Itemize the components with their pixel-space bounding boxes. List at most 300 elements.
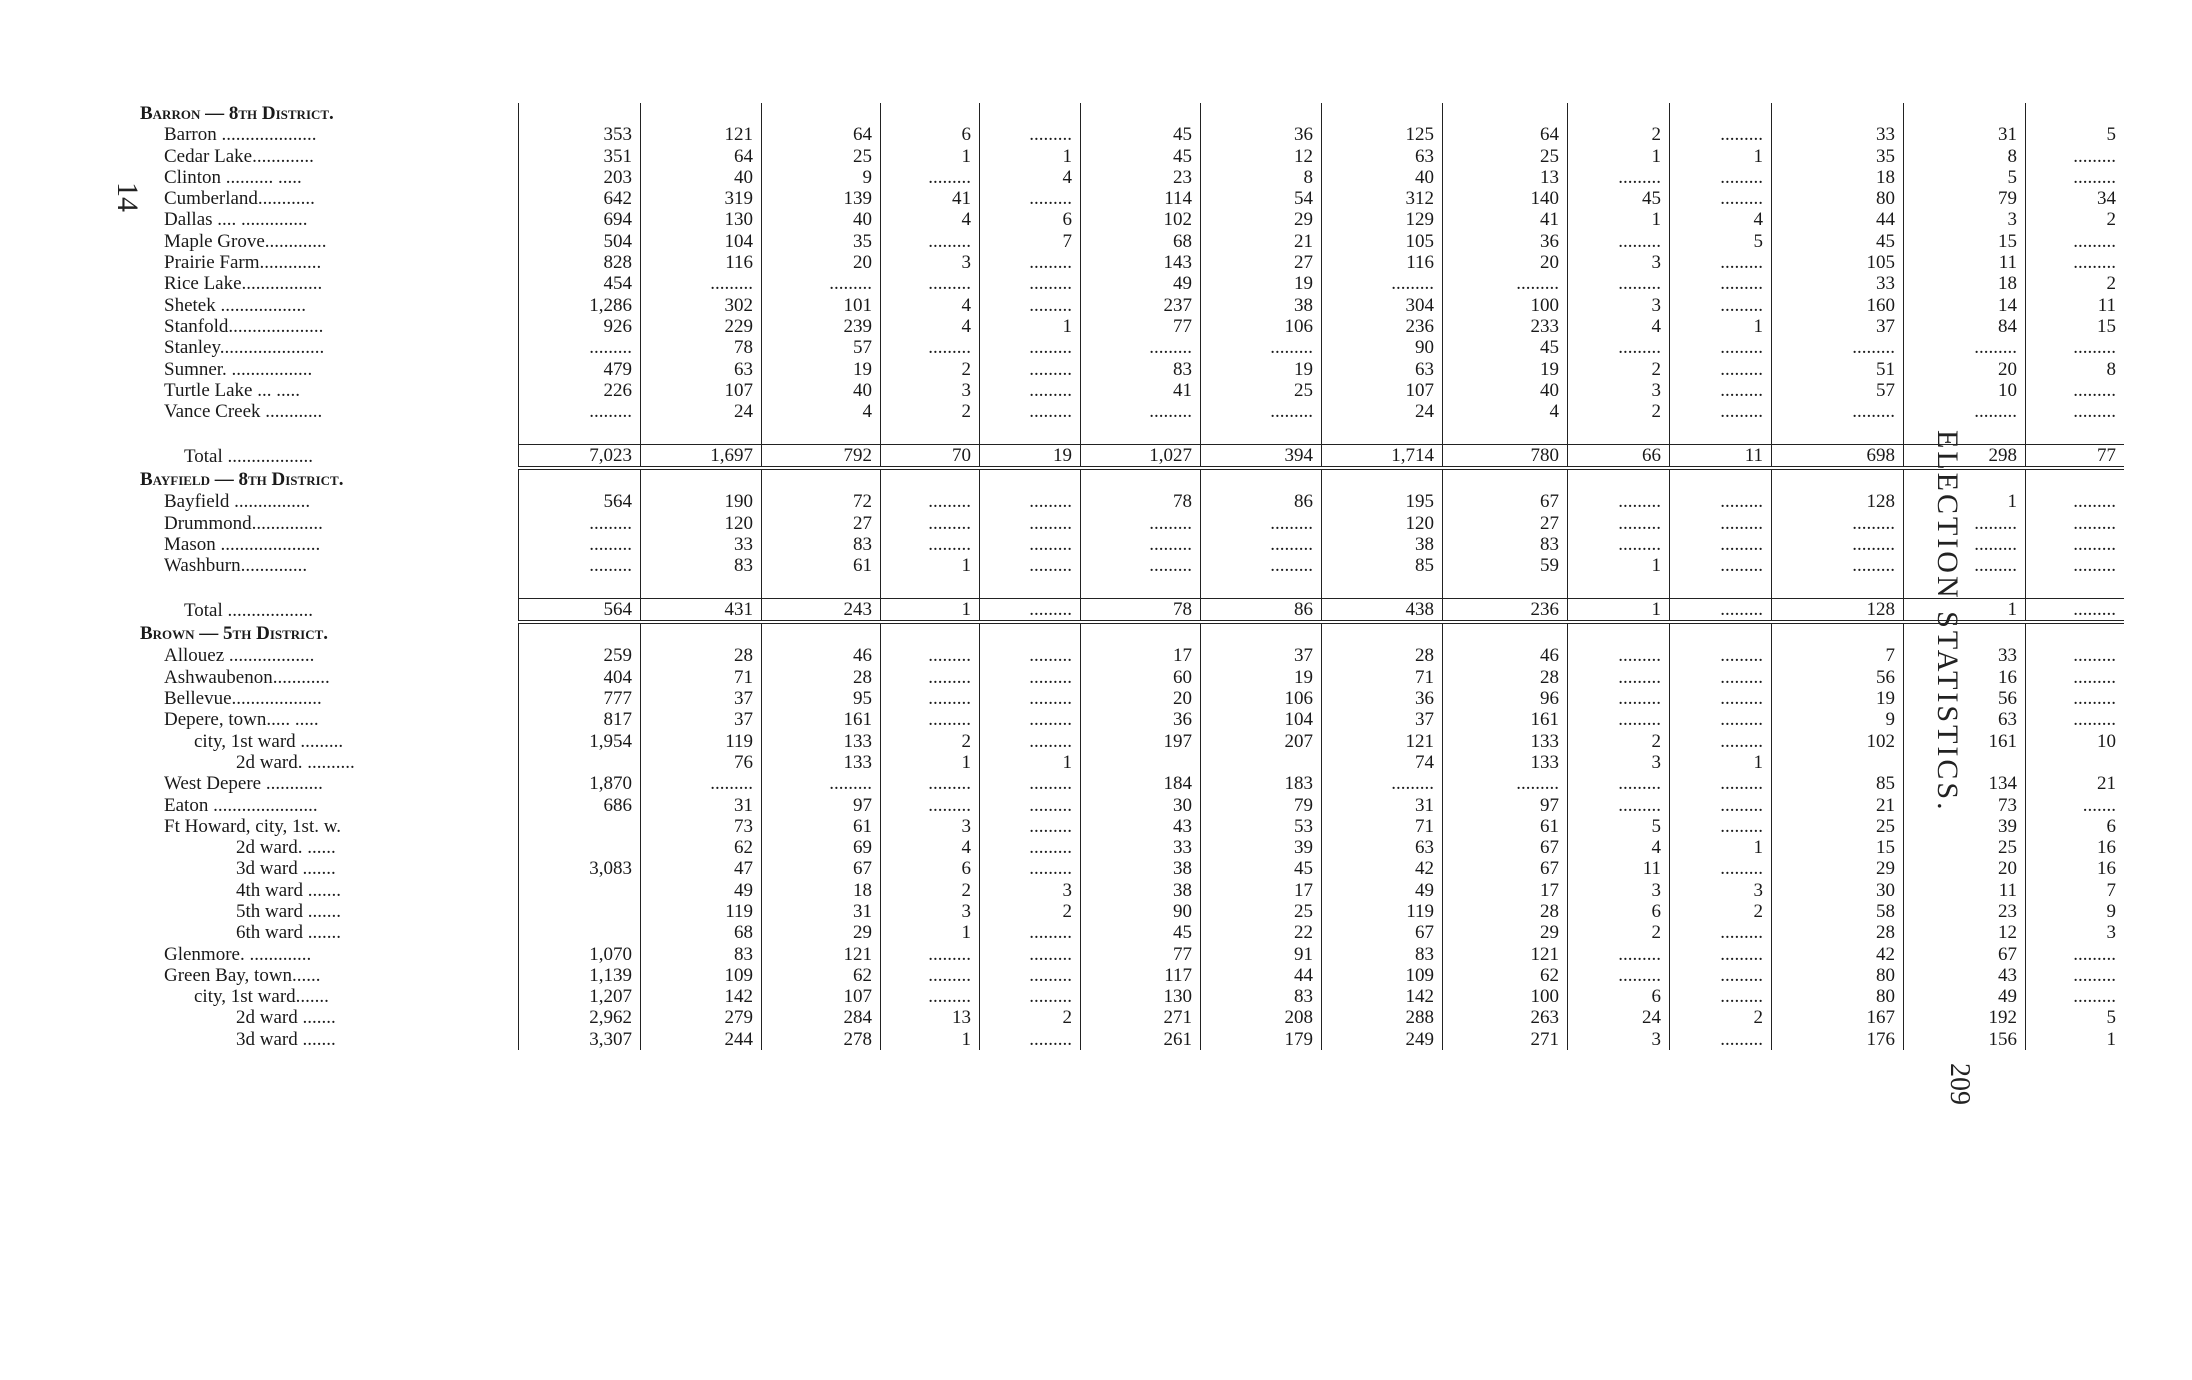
cell-col-1 [519,816,641,837]
cell-col-12: 33 [1772,273,1904,294]
cell-col-6: 271 [1081,1007,1201,1028]
cell-col-4: ......... [881,231,980,252]
cell-col-3: ......... [762,773,881,794]
cell-col-13: 11 [1904,880,2026,901]
cell-col-12: ......... [1772,337,1904,358]
cell-col-6: 45 [1081,146,1201,167]
cell-col-13: 5 [1904,167,2026,188]
cell-col-8: 121 [1322,731,1443,752]
cell-col-5: ......... [980,688,1081,709]
cell-col-11 [1670,103,1772,124]
cell-col-6: 68 [1081,231,1201,252]
cell-col-6: 197 [1081,731,1201,752]
row-label: Stanley...................... [140,337,519,358]
cell-col-5: ......... [980,295,1081,316]
cell-col-8: 42 [1322,858,1443,879]
row-label: 2d ward ....... [140,1007,519,1028]
cell-col-10: 1 [1568,146,1670,167]
cell-col-7: 21 [1201,231,1322,252]
cell-col-3: 139 [762,188,881,209]
cell-col-7 [1201,468,1322,491]
cell-col-2: 31 [641,795,762,816]
cell-col-8: 67 [1322,922,1443,943]
cell-col-10: 66 [1568,444,1670,468]
cell-col-13: 298 [1904,444,2026,468]
cell-col-5: ......... [980,491,1081,512]
cell-col-1: 203 [519,167,641,188]
table-row [140,167,2124,188]
cell-col-13: 39 [1904,816,2026,837]
cell-col-2: 62 [641,837,762,858]
cell-col-13 [1904,468,2026,491]
cell-col-13: 14 [1904,295,2026,316]
cell-col-2: 121 [641,124,762,145]
cell-col-12: 7 [1772,645,1904,666]
cell-col-6: ......... [1081,555,1201,576]
cell-col-10: ......... [1568,167,1670,188]
cell-col-11: 11 [1670,444,1772,468]
cell-col-8: 288 [1322,1007,1443,1028]
cell-col-10: ......... [1568,645,1670,666]
table-row [140,380,2124,401]
cell-col-6 [1081,103,1201,124]
cell-col-3: 29 [762,922,881,943]
cell-col-12: 28 [1772,922,1904,943]
cell-col-14 [2026,422,2125,444]
cell-col-6 [1081,577,1201,599]
cell-col-12: 25 [1772,816,1904,837]
cell-col-7: 36 [1201,124,1322,145]
cell-col-7: ......... [1201,401,1322,422]
table-row [140,1029,2124,1050]
cell-col-3 [762,468,881,491]
cell-col-4: 6 [881,858,980,879]
election-returns-body [140,103,2124,1050]
cell-col-5: 2 [980,901,1081,922]
cell-col-8: 24 [1322,401,1443,422]
cell-col-14: 16 [2097,858,2116,880]
cell-col-4: 1 [881,146,980,167]
total-row [140,444,2124,468]
cell-col-2: 107 [641,380,762,401]
cell-col-9: 62 [1443,965,1568,986]
cell-col-13: 33 [1904,645,2026,666]
cell-col-1: 226 [519,380,641,401]
cell-col-11: ......... [1670,858,1772,879]
cell-col-10: 2 [1568,359,1670,380]
cell-col-4 [881,103,980,124]
cell-col-6: 33 [1081,837,1201,858]
cell-col-6: 117 [1081,965,1201,986]
cell-col-9: 29 [1443,922,1568,943]
cell-col-1: 828 [519,252,641,273]
cell-col-14: 8 [2106,358,2116,380]
cell-col-6: 60 [1081,667,1201,688]
cell-col-10: 3 [1568,295,1670,316]
cell-col-11: ......... [1670,709,1772,730]
cell-col-2: 71 [641,667,762,688]
cell-col-10: 3 [1568,880,1670,901]
cell-col-6: 77 [1081,944,1201,965]
cell-col-9: 236 [1443,598,1568,622]
cell-col-6: 184 [1081,773,1201,794]
cell-col-10: ......... [1568,273,1670,294]
cell-col-5: ......... [980,858,1081,879]
row-label: 3d ward ....... [140,858,519,879]
cell-col-2: 47 [641,858,762,879]
cell-col-13: 25 [1904,837,2026,858]
cell-col-2: 116 [641,252,762,273]
cell-col-12: 160 [1772,295,1904,316]
row-label: Rice Lake................. [140,273,519,294]
cell-col-1: 2,962 [519,1007,641,1028]
cell-col-3: 4 [762,401,881,422]
cell-col-8: 304 [1322,295,1443,316]
cell-col-9: 27 [1443,513,1568,534]
cell-col-12: ......... [1772,401,1904,422]
cell-col-1: 777 [519,688,641,709]
table-row [140,667,2124,688]
county-heading-row [140,468,2124,491]
cell-col-9: 133 [1443,752,1568,773]
table-row [140,534,2124,555]
cell-col-1: 454 [519,273,641,294]
cell-col-11: ......... [1670,965,1772,986]
table-row [140,491,2124,512]
cell-col-11: ......... [1670,124,1772,145]
cell-col-7: 54 [1201,188,1322,209]
row-label: Cedar Lake............. [140,146,519,167]
cell-col-14: 7 [2106,879,2116,901]
cell-col-10: 2 [1568,124,1670,145]
cell-col-14 [2026,103,2125,124]
cell-col-13: 18 [1904,273,2026,294]
cell-col-12: 80 [1772,986,1904,1007]
cell-col-11: ......... [1670,667,1772,688]
cell-col-3: 18 [762,880,881,901]
county-heading-row [140,103,2124,124]
cell-col-3: 284 [762,1007,881,1028]
cell-col-12: 56 [1772,667,1904,688]
row-label: 2d ward. .......... [140,752,519,773]
cell-col-1 [519,577,641,599]
cell-col-7: 44 [1201,965,1322,986]
cell-col-14: 1 [2106,1028,2116,1050]
cell-col-3: 46 [762,645,881,666]
cell-col-8: 63 [1322,837,1443,858]
cell-col-13: 63 [1904,709,2026,730]
cell-col-7: 25 [1201,901,1322,922]
cell-col-8: 49 [1322,880,1443,901]
cell-col-7: 53 [1201,816,1322,837]
cell-col-13: 134 [1904,773,2026,794]
cell-col-3: 62 [762,965,881,986]
row-label: Glenmore. ............. [140,944,519,965]
cell-col-9: 97 [1443,795,1568,816]
row-label: city, 1st ward ......... [140,731,519,752]
row-label: Maple Grove............. [140,231,519,252]
cell-col-4: 3 [881,901,980,922]
cell-col-4: 1 [881,1029,980,1050]
cell-col-12: 57 [1772,380,1904,401]
cell-col-3: 64 [762,124,881,145]
cell-col-13: 84 [1904,316,2026,337]
cell-col-2: 244 [641,1029,762,1050]
cell-col-10: 3 [1568,252,1670,273]
cell-col-11: ......... [1670,922,1772,943]
cell-col-12: 45 [1772,231,1904,252]
cell-col-1: 694 [519,209,641,230]
cell-col-6 [1081,622,1201,645]
cell-col-8: 109 [1322,965,1443,986]
cell-col-10: 6 [1568,901,1670,922]
cell-col-4: 2 [881,731,980,752]
cell-col-12 [1772,422,1904,444]
cell-col-12: 167 [1772,1007,1904,1028]
cell-col-14: ......... [2073,943,2116,965]
cell-col-14: 21 [2097,773,2116,795]
cell-col-2: 78 [641,337,762,358]
cell-col-10: 2 [1568,922,1670,943]
cell-col-2: 104 [641,231,762,252]
cell-col-8: 1,714 [1322,444,1443,468]
cell-col-10: 4 [1568,837,1670,858]
cell-col-13: 79 [1904,188,2026,209]
cell-col-1: 504 [519,231,641,252]
cell-col-5: ......... [980,645,1081,666]
cell-col-6: 23 [1081,167,1201,188]
cell-col-10: ......... [1568,944,1670,965]
running-title: ELECTION STATISTICS. [1931,430,1964,813]
cell-col-14: 6 [2106,815,2116,837]
table-row [140,316,2124,337]
cell-col-4: ......... [881,688,980,709]
cell-col-7: 19 [1201,667,1322,688]
cell-col-7 [1201,577,1322,599]
cell-col-11 [1670,622,1772,645]
cell-col-4: 13 [881,1007,980,1028]
cell-col-7 [1201,103,1322,124]
cell-col-4 [881,468,980,491]
cell-col-5: ......... [980,944,1081,965]
cell-col-4: ......... [881,986,980,1007]
cell-col-8: 71 [1322,816,1443,837]
cell-col-9 [1443,577,1568,599]
cell-col-4: ......... [881,795,980,816]
cell-col-12: 58 [1772,901,1904,922]
table-row [140,359,2124,380]
cell-col-11: ......... [1670,252,1772,273]
cell-col-6: 77 [1081,316,1201,337]
row-label: Ashwaubenon............ [140,667,519,688]
cell-col-5: 1 [980,752,1081,773]
cell-col-11: ......... [1670,555,1772,576]
cell-col-5: 3 [980,880,1081,901]
cell-col-2: 119 [641,731,762,752]
cell-col-5: 7 [980,231,1081,252]
cell-col-7: 104 [1201,709,1322,730]
cell-col-11: ......... [1670,167,1772,188]
cell-col-2: 229 [641,316,762,337]
cell-col-11: ......... [1670,337,1772,358]
cell-col-14: 2 [2106,273,2116,295]
cell-col-3: 83 [762,534,881,555]
spacer-row [140,422,2124,444]
cell-col-14: 3 [2106,922,2116,944]
row-label: Dallas .... .............. [140,209,519,230]
cell-col-5: ......... [980,795,1081,816]
cell-col-8 [1322,468,1443,491]
cell-col-5: 1 [980,316,1081,337]
cell-col-4: 2 [881,359,980,380]
cell-col-4: 70 [881,444,980,468]
cell-col-3: 101 [762,295,881,316]
cell-col-6: 45 [1081,922,1201,943]
cell-col-13: 3 [1904,209,2026,230]
cell-col-11 [1670,577,1772,599]
cell-col-10: 3 [1568,1029,1670,1050]
cell-col-5: ......... [980,1029,1081,1050]
cell-col-10: ......... [1568,795,1670,816]
cell-col-13: ......... [1904,555,2026,576]
cell-col-11: ......... [1670,795,1772,816]
cell-col-10: 5 [1568,816,1670,837]
cell-col-1: 926 [519,316,641,337]
cell-col-1 [519,468,641,491]
cell-col-2: 76 [641,752,762,773]
cell-col-10: 1 [1568,555,1670,576]
cell-col-5 [980,422,1081,444]
cell-col-2: 319 [641,188,762,209]
cell-col-7: 39 [1201,837,1322,858]
cell-col-2: 24 [641,401,762,422]
table-row [140,1007,2124,1028]
cell-col-9: 161 [1443,709,1568,730]
cell-col-3: 278 [762,1029,881,1050]
cell-col-2: 83 [641,555,762,576]
cell-col-12 [1772,577,1904,599]
cell-col-14: ......... [2073,964,2116,986]
cell-col-13: 8 [1904,146,2026,167]
cell-col-4 [881,622,980,645]
cell-col-5: 19 [980,444,1081,468]
cell-col-1: 1,954 [519,731,641,752]
cell-col-7: 45 [1201,858,1322,879]
cell-col-4: ......... [881,167,980,188]
cell-col-3: 19 [762,359,881,380]
cell-col-1 [519,901,641,922]
cell-col-8 [1322,422,1443,444]
cell-col-9: 41 [1443,209,1568,230]
cell-col-7: ......... [1201,337,1322,358]
cell-col-9: 100 [1443,986,1568,1007]
cell-col-4: 6 [881,124,980,145]
table-row [140,231,2124,252]
cell-col-7: 38 [1201,295,1322,316]
cell-col-13: 67 [1904,944,2026,965]
cell-col-8: 63 [1322,146,1443,167]
cell-col-3: 40 [762,209,881,230]
cell-col-14: 5 [2106,124,2116,146]
cell-col-5 [980,577,1081,599]
row-label: Shetek .................. [140,295,519,316]
cell-col-5: ......... [980,709,1081,730]
cell-col-11: ......... [1670,1029,1772,1050]
cell-col-12: 9 [1772,709,1904,730]
table-row [140,124,2124,145]
cell-col-2: 37 [641,709,762,730]
cell-col-11: 1 [1670,752,1772,773]
cell-col-1: 564 [519,598,641,622]
cell-col-12: 29 [1772,858,1904,879]
cell-col-10: ......... [1568,709,1670,730]
cell-col-7: 19 [1201,359,1322,380]
cell-col-3: 239 [762,316,881,337]
cell-col-12: 698 [1772,444,1904,468]
cell-col-14 [2026,577,2125,599]
cell-col-7: 19 [1201,273,1322,294]
cell-col-14: 34 [2097,188,2116,210]
cell-col-2: 33 [641,534,762,555]
cell-col-3 [762,103,881,124]
cell-col-12: 42 [1772,944,1904,965]
cell-col-10 [1568,622,1670,645]
cell-col-6: 90 [1081,901,1201,922]
cell-col-10: ......... [1568,965,1670,986]
cell-col-6: 41 [1081,380,1201,401]
row-label: 2d ward. ...... [140,837,519,858]
cell-col-10: 24 [1568,1007,1670,1028]
cell-col-4 [881,577,980,599]
cell-col-9: 25 [1443,146,1568,167]
cell-col-5: ......... [980,598,1081,622]
row-label: Bellevue................... [140,688,519,709]
cell-col-10: ......... [1568,688,1670,709]
cell-col-7: 86 [1201,598,1322,622]
cell-col-11: ......... [1670,295,1772,316]
cell-col-8: 125 [1322,124,1443,145]
cell-col-5: ......... [980,837,1081,858]
cell-col-14: ......... [2026,598,2125,622]
cell-col-6 [1081,468,1201,491]
cell-col-11: ......... [1670,816,1772,837]
row-label [140,422,519,444]
county-heading: Brown — 5th District. [140,622,519,645]
cell-col-12: 35 [1772,146,1904,167]
cell-col-10: 11 [1568,858,1670,879]
cell-col-13: 31 [1904,124,2026,145]
cell-col-6: 237 [1081,295,1201,316]
cell-col-7: 106 [1201,688,1322,709]
cell-col-5: ......... [980,188,1081,209]
row-label: Cumberland............ [140,188,519,209]
row-label: Mason ..................... [140,534,519,555]
cell-col-9: 96 [1443,688,1568,709]
cell-col-11 [1670,468,1772,491]
table-row [140,731,2124,752]
cell-col-2: 73 [641,816,762,837]
cell-col-5: ......... [980,667,1081,688]
cell-col-3: 69 [762,837,881,858]
table-row [140,645,2124,666]
page-number: 209 [1944,1063,1975,1105]
cell-col-6 [1081,752,1201,773]
cell-col-3: 97 [762,795,881,816]
cell-col-3: 61 [762,555,881,576]
cell-col-14: ......... [2073,166,2116,188]
cell-col-4: ......... [881,645,980,666]
cell-col-1: 351 [519,146,641,167]
